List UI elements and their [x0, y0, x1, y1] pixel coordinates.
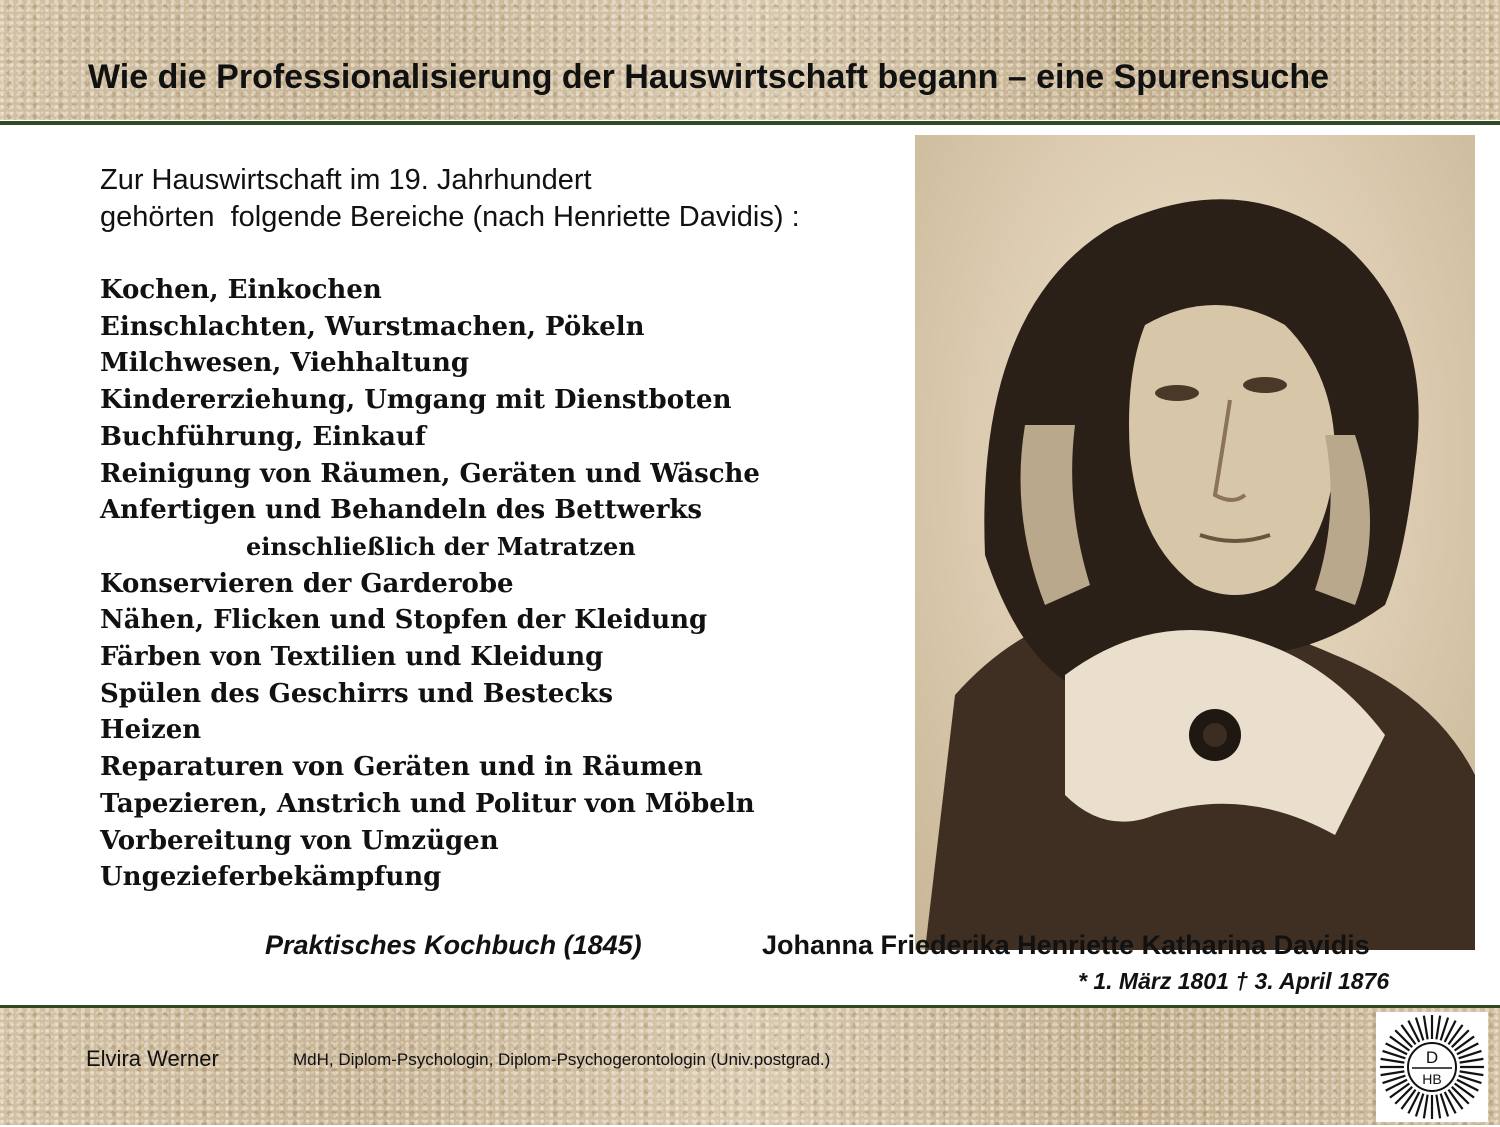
footer-credentials: MdH, Diplom-Psychologin, Diplom-Psychogerontologin (Univ.postgrad.): [293, 1050, 831, 1069]
list-item-continuation: einschließlich der Matratzen: [246, 531, 636, 561]
list-item: Kochen, Einkochen: [100, 275, 382, 305]
list-item: Kindererziehung, Umgang mit Dienstboten: [100, 385, 732, 416]
list-item: Buchführung, Einkauf: [100, 421, 426, 452]
person-name: Johanna Friederika Henriette Katharina Davidis: [762, 930, 1370, 960]
list-item: Reinigung von Räumen, Geräten und Wäsche: [100, 458, 760, 489]
book-caption: Praktisches Kochbuch (1845): [265, 930, 642, 960]
list-item: Konservieren der Garderobe: [100, 568, 514, 599]
list-item: Ungezieferbekämpfung: [100, 862, 442, 893]
list-item: Spülen des Geschirrs und Bestecks: [100, 678, 613, 709]
footer-author: Elvira Werner: [86, 1046, 219, 1071]
list-item: Nähen, Flicken und Stopfen der Kleidung: [100, 605, 708, 636]
list-item: Heizen: [100, 715, 202, 746]
intro-line-1: Zur Hauswirtschaft im 19. Jahrhundert: [100, 164, 592, 196]
portrait-photo: [915, 135, 1475, 950]
header-divider: [0, 121, 1500, 125]
list-item: Einschlachten, Wurstmachen, Pökeln: [100, 311, 645, 342]
logo-letters-bottom: HB: [1422, 1071, 1442, 1087]
household-areas-list: [100, 272, 900, 896]
list-item: Reparaturen von Geräten und in Räumen: [100, 752, 703, 783]
dhb-logo: [1376, 1012, 1488, 1122]
list-item: Milchwesen, Viehhaltung: [100, 348, 470, 379]
slide-title: Wie die Professionalisierung der Hauswirtschaft begann – eine Spurensuche: [88, 58, 1330, 96]
list-item: Färben von Textilien und Kleidung: [100, 642, 604, 673]
person-dates: * 1. März 1801 † 3. April 1876: [1078, 968, 1390, 994]
list-item: Tapezieren, Anstrich und Politur von Möbeln: [100, 788, 755, 819]
intro-line-2: gehörten folgende Bereiche (nach Henriette Davidis) :: [100, 201, 800, 233]
logo-letter-top: D: [1425, 1048, 1439, 1067]
dhb-logo-mark: [1376, 1012, 1488, 1122]
portrait-illustration: [915, 135, 1475, 950]
intro-text: [100, 162, 920, 236]
list-item: Vorbereitung von Umzügen: [100, 825, 499, 856]
list-item: Anfertigen und Behandeln des Bettwerks: [100, 495, 703, 526]
